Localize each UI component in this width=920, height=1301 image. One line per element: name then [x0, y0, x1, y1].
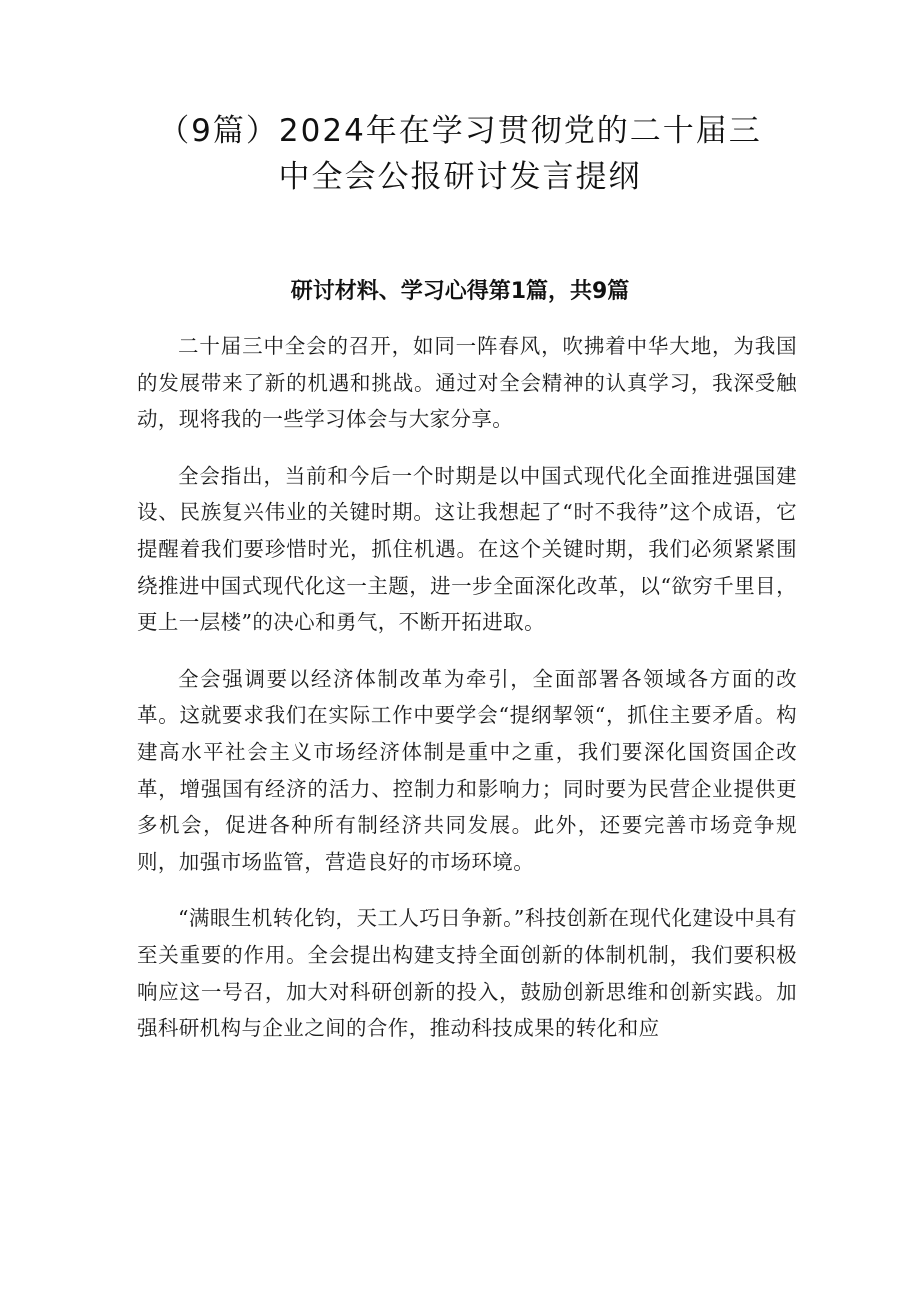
document-body [137, 328, 797, 1067]
section-heading: 研讨材料、学习心得第1篇，共9篇 [290, 279, 630, 304]
document-title [120, 108, 800, 200]
document-title-line-2: 中全会公报研讨发言提纲 [278, 159, 642, 195]
paragraph-2: 全会指出，当前和今后一个时期是以中国式现代化全面推进强国建设、民族复兴伟业的关键时期。这让我想起了“时不我待”这个成语，它提醒着我们要珍惜时光，抓住机遇。在这个关键时期，我们必须紧紧围绕推进中国式现代化这一主题，进一步全面深化改革，以“欲穷千里目，更上一层楼”的决心和勇气，不断开拓进取。 [137, 463, 797, 635]
paragraph-4: “满眼生机转化钧，天工人巧日争新。”科技创新在现代化建设中具有至关重要的作用。全会提出构建支持全面创新的体制机制，我们要积极响应这一号召，加大对科研创新的投入，鼓励创新思维和创新实践。加强科研机构与企业之间的合作，推动科技成果的转化和应 [137, 906, 797, 1041]
paragraph-3: 全会强调要以经济体制改革为牵引，全面部署各领域各方面的改革。这就要求我们在实际工作中要学会“提纲挈领“，抓住主要矛盾。构建高水平社会主义市场经济体制是重中之重，我们要深化国资国企改革，增强国有经济的活力、控制力和影响力；同时要为民营企业提供更多机会，促进各种所有制经济共同发展。此外，还要完善市场竞争规则，加强市场监管，营造良好的市场环境。 [137, 666, 797, 874]
paragraph-1: 二十届三中全会的召开，如同一阵春风，吹拂着中华大地，为我国的发展带来了新的机遇和挑战。通过对全会精神的认真学习，我深受触动，现将我的一些学习体会与大家分享。 [137, 334, 797, 432]
document-title-line-1: （9篇）2024年在学习贯彻党的二十届三 [158, 113, 762, 149]
